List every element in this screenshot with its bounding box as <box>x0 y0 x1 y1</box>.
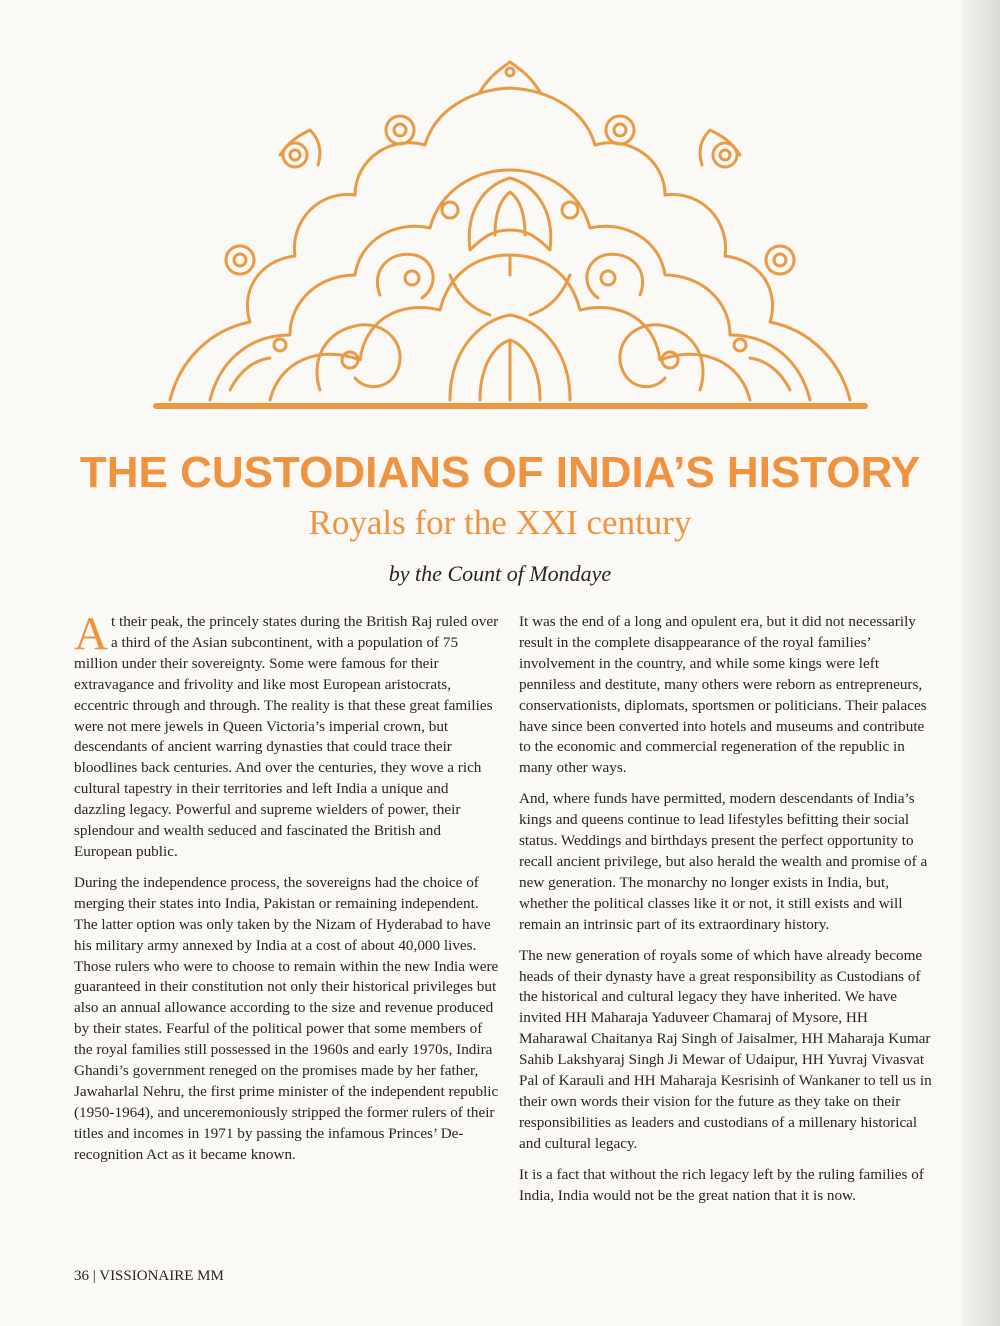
body-paragraph: The new generation of royals some of which have already become heads of their dynasty have a great responsibility as Custodians of the historical and cultural legacy they have inherited. We have invited HH Maharaja Yaduveer Chamaraj of Mysore, HH Maharawal Chaitanya Raj Singh of Jaisalmer, HH Maharaja Kumar Sahib Lakshyaraj Singh Ji Mewar of Udaipur, HH Yuvraj Vivasvat Pal of Karauli and HH Maharaja Kesrisinh of Wankaner to tell us in their own words their vision for the future as they take on their responsibilities as leaders and custodians of a millenary historical and cultural legacy. <box>519 946 932 1152</box>
body-column-right <box>519 612 939 1216</box>
paragraph-text: t their peak, the princely states during the British Raj ruled over a third of the Asian subcontinent, with a population of 75 million under their sovereignty. Some were famous for their extravagance and frivolity and like most European aristocrats, eccentric through and through. The reality is that these great families were not mere jewels in Queen Victoria’s imperial crown, but descendants of ancient warring dynasties that could trace their bloodlines back centuries. And over the centuries, they wove a rich cultural tapestry in their territories and left India a unique and dazzling legacy. Powerful and supreme wielders of power, their splendour and wealth seduced and fascinated the British and European public. <box>74 613 499 860</box>
drop-cap: A <box>74 608 108 660</box>
body-paragraph: During the independence process, the sovereigns had the choice of merging their states into India, Pakistan or remaining independent. The latter option was only taken by the Nizam of Hyderabad to have his military army annexed by India at a cost of about 40,000 lives. Those rulers who were to choose to remain within the new India were guaranteed in their constitution not only their historical privileges but also an annual allowance according to the size and revenue produced by their states. Fearful of the political power that some members of the royal families still possessed in the 1960s and early 1970s, Indira Ghandi’s government reneged on the promises made by her father, Jawaharlal Nehru, the first prime minister of the independent republic (1950-1964), and unceremoniously stripped the former rulers of their titles and incomes in 1971 by passing the infamous Princes’ De-recognition Act as it became known. <box>74 873 499 1163</box>
article-byline: by the Count of Mondaye <box>388 561 612 586</box>
mandala-half-ornament <box>150 60 870 415</box>
page-folio: 36 | VISSIONAIRE MM <box>74 1268 224 1284</box>
ornament-baseline <box>153 403 868 409</box>
article-headline: THE CUSTODIANS OF INDIA’S HISTORY <box>79 448 921 497</box>
body-paragraph: And, where funds have permitted, modern descendants of India’s kings and queens continue to lead lifestyles befitting their social status. Weddings and birthdays present the perfect opportunity to recall ancient privilege, but also herald the wealth and promise of a new generation. The monarchy no longer exists in India, but, whether the political classes like it or not, it still exists and will remain an intrinsic part of its extraordinary history. <box>519 790 928 933</box>
body-paragraph <box>74 608 499 863</box>
article-subheadline: Royals for the XXI century <box>308 503 692 542</box>
body-column-left <box>74 608 499 1176</box>
body-paragraph: It was the end of a long and opulent era, but it did not necessarily result in the complete disappearance of the royal families’ involvement in the country, and while some kings were left penniless and destitute, many others were reborn as entrepreneurs, conservationists, diplomats, sportsmen or politicians. Their palaces have since been converted into hotels and museums and contribute to the economic and commercial regeneration of the republic in many other ways. <box>519 613 927 777</box>
body-paragraph: It is a fact that without the rich legacy left by the ruling families of India, India would not be the great nation that it is now. <box>519 1165 924 1204</box>
page-edge-shadow <box>962 0 1000 1326</box>
